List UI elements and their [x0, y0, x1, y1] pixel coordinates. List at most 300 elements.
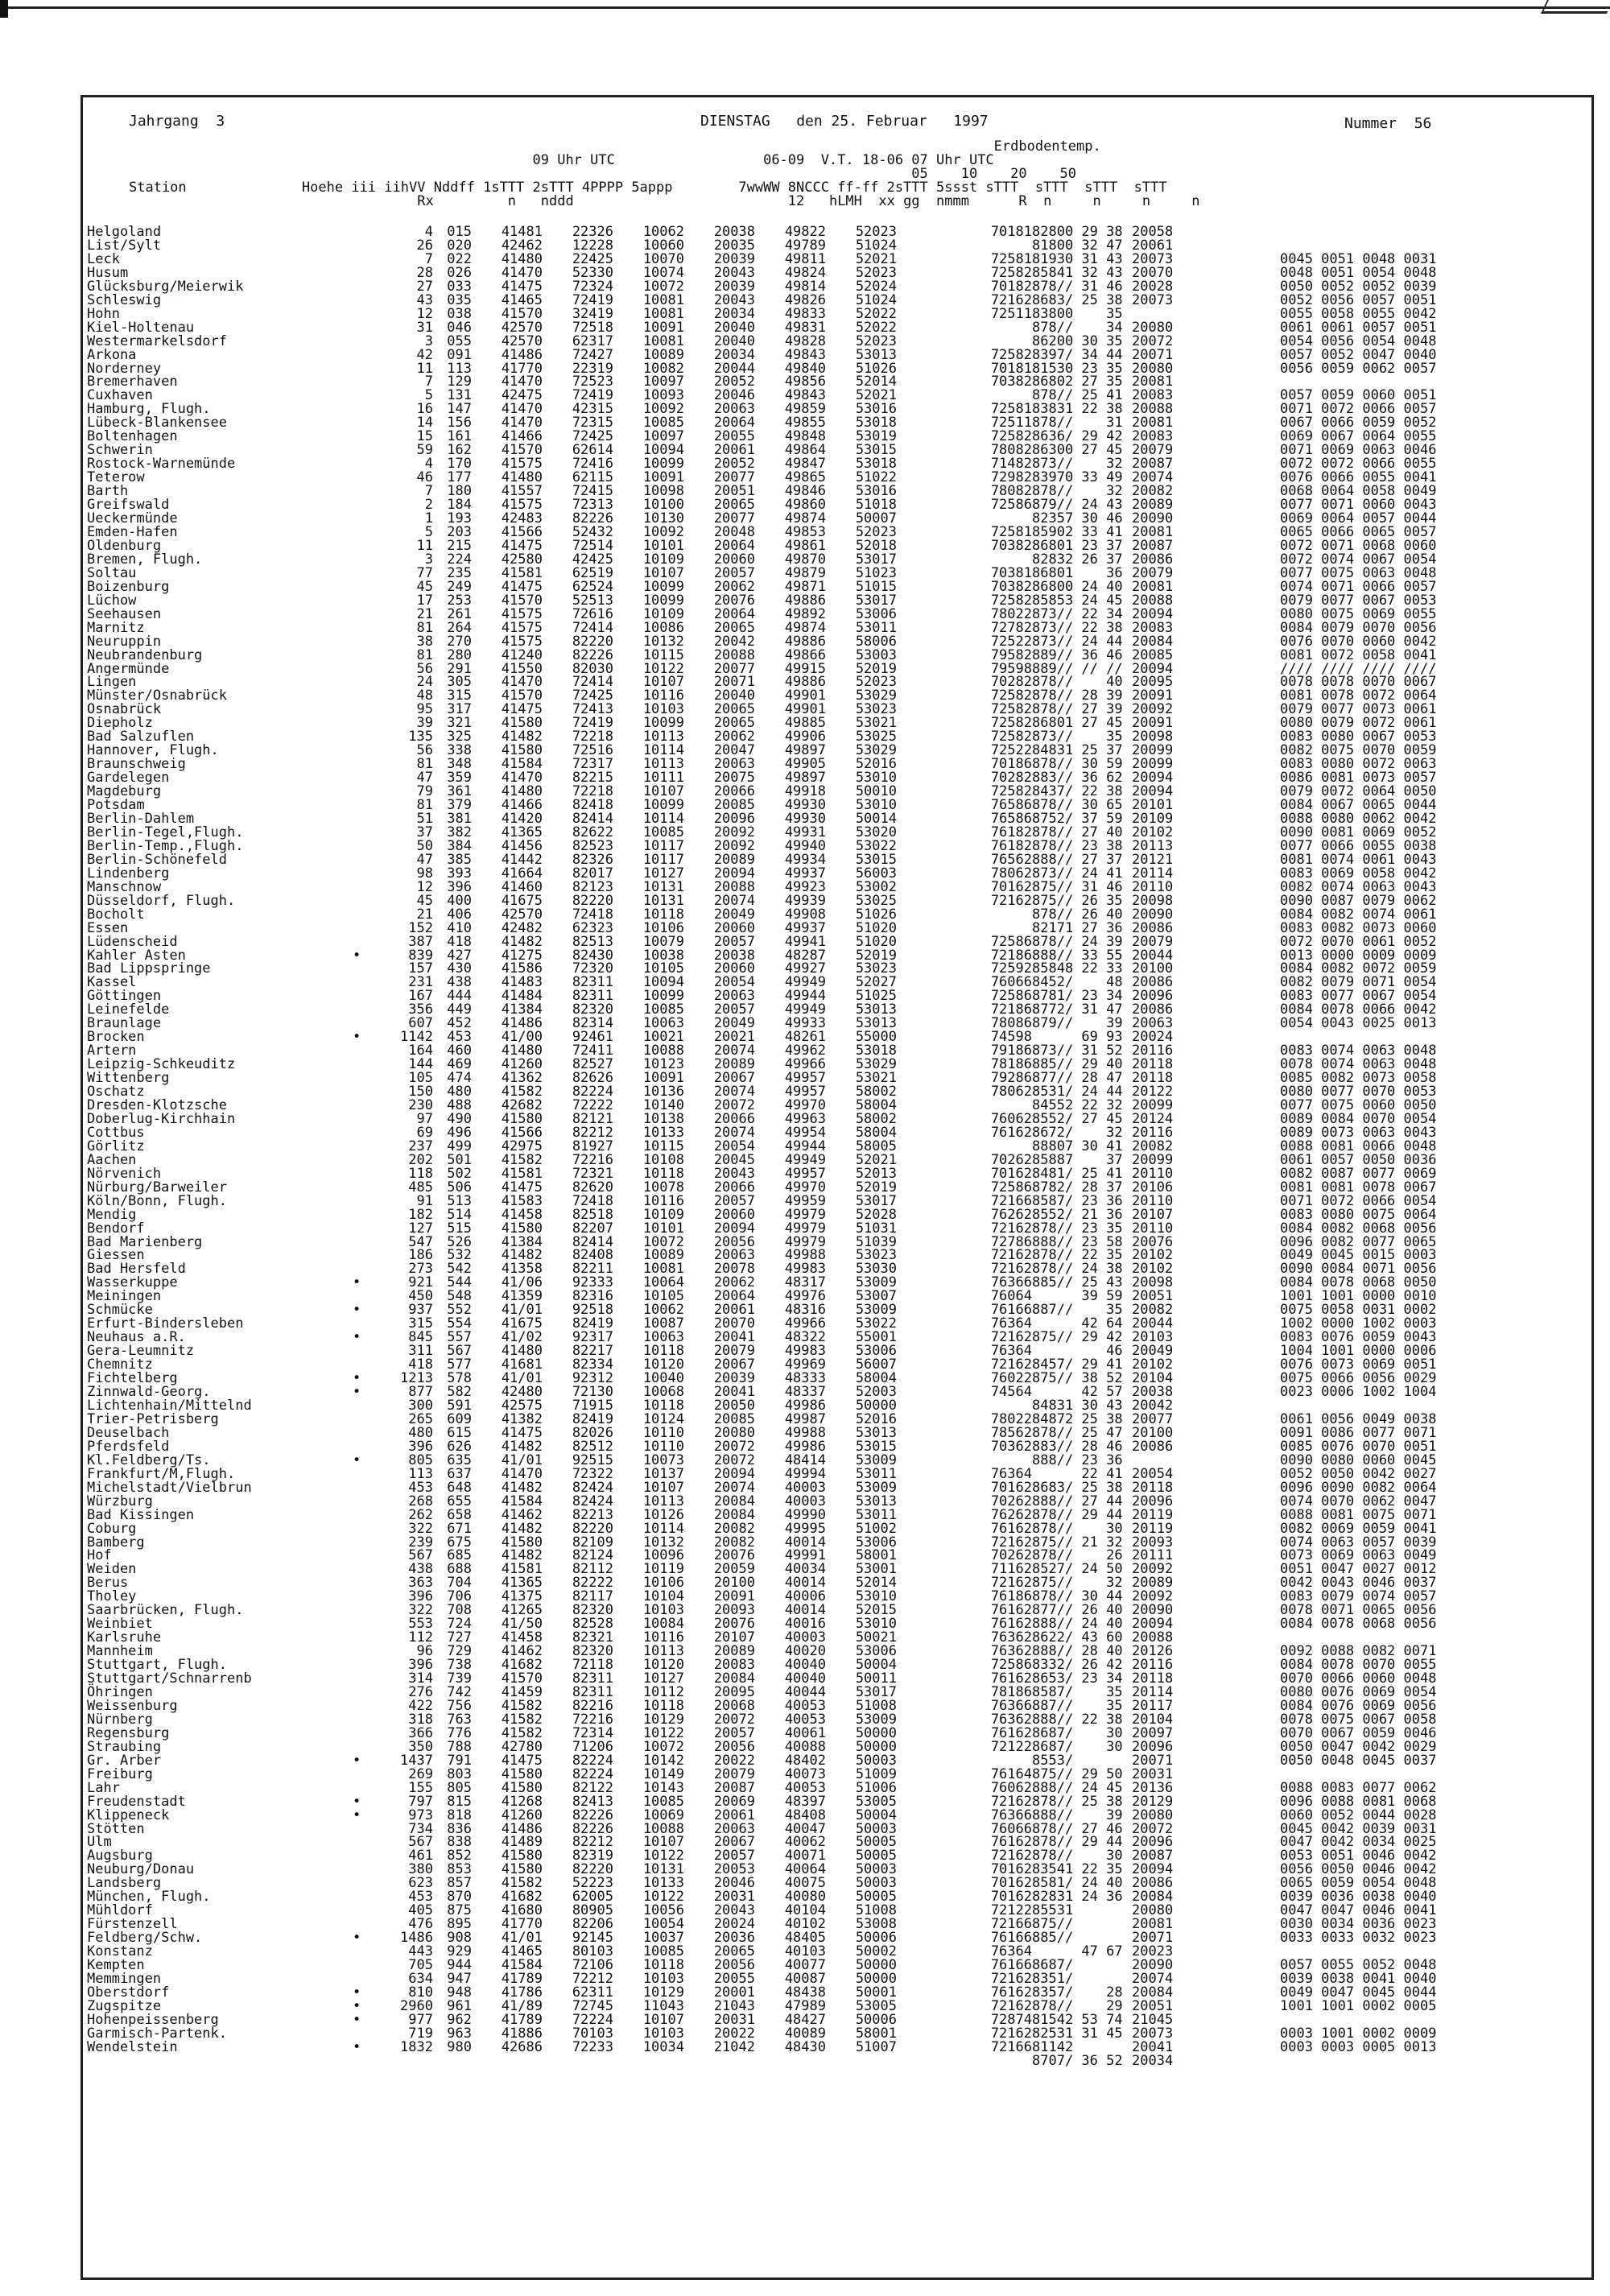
group-4pppp: 49957 — [784, 1070, 826, 1087]
group-7wwww: 72162 — [990, 1357, 1032, 1373]
soil-temperatures: 0023 0006 1002 1004 — [1280, 1384, 1437, 1401]
group-5appp: 53009 — [855, 1452, 897, 1468]
group-7wwww: 70382 — [990, 578, 1032, 595]
station-name: Neuburg/Donau — [87, 1861, 195, 1878]
group-2sttt: 20076 — [713, 1616, 755, 1633]
group-7wwww: 76364 — [990, 1943, 1032, 1960]
hoehe: 269 — [408, 1765, 433, 1782]
station-id: 410 — [447, 919, 472, 936]
group-4pppp: 49959 — [784, 1192, 826, 1209]
column-gap — [897, 1058, 947, 1072]
column-gap — [897, 553, 947, 567]
hoehe: 2960 — [400, 1997, 433, 2014]
station-id: 724 — [447, 1616, 472, 1633]
group-2sttt: 20036 — [713, 1930, 755, 1947]
station-id: 818 — [447, 1807, 472, 1823]
observations-body — [87, 225, 1570, 2068]
group-2sttt: 20089 — [713, 851, 755, 868]
group-1sttt: 10122 — [642, 660, 684, 677]
group-7wwww: 72582 — [990, 688, 1032, 704]
group-nddff: 82311 — [572, 974, 613, 991]
group-7wwww: 76364 — [990, 1465, 1032, 1482]
group-iihvv: 41482 — [501, 1438, 543, 1455]
group-iihvv: 41475 — [501, 701, 543, 718]
group-iihvv: 41681 — [501, 1357, 543, 1373]
soil-temperatures: //// //// //// //// — [1280, 660, 1437, 677]
group-4pppp: 49930 — [784, 797, 826, 814]
station-name: Neubrandenburg — [87, 646, 203, 663]
group-1sttt: 10118 — [642, 1957, 684, 1974]
group-4pppp: 49969 — [784, 1357, 826, 1373]
station-id: 615 — [447, 1424, 472, 1441]
station-name: Wendelstein — [87, 2038, 178, 2055]
group-1sttt: 10092 — [642, 401, 684, 418]
group-1sttt: 10101 — [642, 1220, 684, 1237]
hoehe: 27 — [416, 278, 433, 295]
group-nddff: 72427 — [572, 346, 613, 363]
hoehe: 314 — [408, 1670, 433, 1687]
group-iihvv: 41240 — [501, 646, 543, 663]
soil-temperatures: 0057 0052 0047 0040 — [1280, 346, 1437, 363]
table-row — [87, 1522, 1570, 1536]
group-5appp: 53023 — [855, 960, 897, 977]
group-2sttt: 20062 — [713, 729, 755, 745]
mountain-marker — [353, 663, 383, 676]
group-iihvv: 41581 — [501, 1165, 543, 1182]
table-row — [87, 349, 1570, 362]
station-name: Oschatz — [87, 1084, 145, 1101]
mountain-marker — [353, 594, 383, 608]
hoehe: 26 — [416, 237, 433, 254]
hoehe: 28 — [416, 264, 433, 281]
group-4pppp: 40053 — [784, 1779, 826, 1796]
group-iihvv: 41465 — [501, 291, 543, 308]
column-gap — [897, 1481, 947, 1495]
soil-temperatures: 0081 0072 0058 0041 — [1280, 646, 1437, 663]
group-1sttt: 10073 — [642, 1452, 684, 1468]
group-8nccc-ff: 8531/ 24 44 — [1032, 1084, 1123, 1101]
soil-temperatures: 0090 0081 0069 0052 — [1280, 824, 1437, 840]
group-iihvv: 41550 — [501, 660, 543, 677]
mountain-marker — [353, 1044, 383, 1058]
group-4pppp: 49957 — [784, 1084, 826, 1101]
station-id: 805 — [447, 1779, 472, 1796]
station-id: 582 — [447, 1384, 472, 1401]
column-header-line-5: Rx n nddd 12 hLMH xx gg nmmm R n n n n — [129, 193, 1200, 209]
column-gap — [897, 703, 947, 716]
hoehe: 438 — [408, 1561, 433, 1578]
group-1sttt: 10091 — [642, 319, 684, 336]
station-name: Boltenhagen — [87, 428, 178, 445]
group-iihvv: 41580 — [501, 1534, 543, 1551]
group-5appp: 53006 — [855, 1534, 897, 1551]
mountain-marker: • — [353, 1752, 361, 1769]
station-name: Kempten — [87, 1957, 145, 1974]
hoehe: 39 — [416, 715, 433, 732]
group-5appp: 52003 — [855, 1384, 897, 1401]
group-1sttt: 10081 — [642, 332, 684, 349]
group-7wwww: 72162 — [990, 1261, 1032, 1278]
station-name: Weissenburg — [87, 1697, 178, 1714]
group-8nccc-ff: 873// 35 — [1032, 729, 1123, 745]
group-7wwww: 78082 — [990, 442, 1032, 459]
group-1sttt: 10132 — [642, 1534, 684, 1551]
group-2sttt: 20084 — [713, 1506, 755, 1523]
group-iihvv: 41442 — [501, 851, 543, 868]
hoehe: 839 — [408, 947, 433, 964]
group-2sttt-night: 20074 — [1132, 469, 1174, 486]
group-8nccc-ff: 81930 31 43 — [1032, 250, 1123, 267]
group-4pppp: 49927 — [784, 960, 826, 977]
station-name: Angermünde — [87, 660, 170, 677]
group-2sttt-night: 20099 — [1132, 756, 1174, 773]
group-7wwww: 72581 — [990, 523, 1032, 540]
group-2sttt: 20085 — [713, 797, 755, 814]
column-gap — [897, 485, 947, 498]
hoehe: 47 — [416, 770, 433, 787]
group-4pppp: 49944 — [784, 988, 826, 1005]
hoehe: 42 — [416, 346, 433, 363]
group-4pppp: 49848 — [784, 428, 826, 445]
group-1sttt: 10094 — [642, 974, 684, 991]
group-iihvv: 41260 — [501, 1807, 543, 1823]
column-gap — [897, 294, 947, 308]
group-nddff: 82314 — [572, 1015, 613, 1032]
station-id: 113 — [447, 360, 472, 377]
group-4pppp: 49874 — [784, 510, 826, 527]
group-2sttt: 21043 — [713, 1997, 755, 2014]
group-1sttt: 10124 — [642, 1410, 684, 1427]
station-id: 026 — [447, 264, 472, 281]
group-2sttt-night: 20042 — [1132, 1397, 1174, 1414]
group-4pppp: 49865 — [784, 469, 826, 486]
hoehe: 4 — [424, 456, 433, 473]
group-4pppp: 49811 — [784, 250, 826, 267]
group-iihvv: 42780 — [501, 1738, 543, 1755]
column-gap — [897, 621, 947, 635]
group-2sttt-night: 20083 — [1132, 428, 1174, 445]
group-nddff: 82326 — [572, 851, 613, 868]
column-header-line-4: Station Hoehe iii iihVV Nddff 1sTTT 2sTTT 4PPPP 5appp 7wwWW 8NCCC ff-ff 2sTTT 5ssst sTTT sTTT sTTT sTTT — [129, 180, 1167, 196]
group-2sttt-night: 20110 — [1132, 1192, 1174, 1209]
group-2sttt-night: 20080 — [1132, 360, 1174, 377]
group-4pppp: 49864 — [784, 442, 826, 459]
soil-temperatures: 0072 0074 0067 0054 — [1280, 551, 1437, 568]
group-2sttt: 20084 — [713, 1493, 755, 1509]
group-7wwww: 72582 — [990, 783, 1032, 800]
group-1sttt: 10081 — [642, 291, 684, 308]
group-4pppp: 40064 — [784, 1861, 826, 1878]
column-gap — [897, 1509, 947, 1522]
group-8nccc-ff: 875// 31 46 — [1032, 878, 1123, 895]
group-2sttt-night: 21045 — [1132, 2011, 1174, 2028]
group-8nccc-ff: 878// 31 — [1032, 415, 1123, 432]
group-2sttt-night: 20072 — [1132, 332, 1174, 349]
group-8nccc-ff: 878// 23 38 — [1032, 837, 1123, 854]
mountain-marker — [353, 526, 383, 539]
group-7wwww: 72582 — [990, 729, 1032, 745]
group-1sttt: 10097 — [642, 374, 684, 390]
mountain-marker: • — [353, 1384, 361, 1401]
hoehe: 734 — [408, 1820, 433, 1837]
group-4pppp: 49853 — [784, 523, 826, 540]
group-8nccc-ff: 878// 25 47 — [1032, 1424, 1123, 1441]
group-7wwww: 76022 — [990, 1370, 1032, 1387]
group-5appp: 52019 — [855, 660, 897, 677]
group-8nccc-ff: 8581/ 24 40 — [1032, 1875, 1123, 1892]
group-2sttt: 20061 — [713, 442, 755, 459]
column-gap — [897, 989, 947, 1003]
group-5appp: 53013 — [855, 1424, 897, 1441]
group-7wwww: 76362 — [990, 1643, 1032, 1660]
station-id: 852 — [447, 1848, 472, 1864]
hoehe: 797 — [408, 1793, 433, 1810]
group-nddff: 92461 — [572, 1029, 613, 1046]
column-gap — [897, 539, 947, 553]
hoehe: 11 — [416, 537, 433, 554]
group-2sttt-night: 20100 — [1132, 960, 1174, 977]
soil-temperatures: 0077 0071 0060 0043 — [1280, 497, 1437, 514]
group-2sttt-night: 20024 — [1132, 1029, 1174, 1046]
column-gap — [897, 675, 947, 689]
group-1sttt: 10129 — [642, 1711, 684, 1728]
group-iihvv: 41486 — [501, 1820, 543, 1837]
group-2sttt: 20066 — [713, 1179, 755, 1195]
mountain-marker — [353, 1823, 383, 1836]
group-8nccc-ff: 878// 31 46 — [1032, 278, 1123, 295]
station-id: 249 — [447, 578, 472, 595]
group-2sttt-night: 20118 — [1132, 1056, 1174, 1073]
station-name: Bad Marienberg — [87, 1233, 203, 1250]
hoehe: 418 — [408, 1357, 433, 1373]
hoehe: 202 — [408, 1151, 433, 1168]
issue-number: Nummer 56 — [1344, 115, 1432, 132]
group-2sttt: 20060 — [713, 551, 755, 568]
station-id: 688 — [447, 1561, 472, 1578]
group-nddff: 82527 — [572, 1056, 613, 1073]
hoehe: 47 — [416, 851, 433, 868]
station-name: Neuruppin — [87, 633, 162, 650]
column-gap — [897, 867, 947, 881]
group-1sttt: 10099 — [642, 797, 684, 814]
group-8nccc-ff: 8397/ 34 44 — [1032, 346, 1123, 363]
group-nddff: 72106 — [572, 1957, 613, 1974]
station-id: 384 — [447, 837, 472, 854]
hoehe: 81 — [416, 797, 433, 814]
mountain-marker — [353, 471, 383, 485]
group-2sttt: 20088 — [713, 646, 755, 663]
group-1sttt: 10093 — [642, 387, 684, 404]
station-id: 305 — [447, 674, 472, 691]
column-gap — [897, 498, 947, 512]
group-2sttt: 20077 — [713, 660, 755, 677]
group-iihvv: 41582 — [501, 1084, 543, 1101]
hoehe: 1 — [424, 510, 433, 527]
column-gap — [897, 1809, 947, 1823]
column-gap — [897, 239, 947, 253]
hoehe: 21 — [416, 906, 433, 923]
group-8nccc-ff: 86801 36 — [1032, 564, 1123, 581]
group-2sttt-night: 20086 — [1132, 1001, 1174, 1018]
group-2sttt: 20065 — [713, 497, 755, 514]
mountain-marker: • — [353, 2038, 361, 2055]
group-5appp: 51007 — [855, 2038, 897, 2055]
column-gap — [897, 799, 947, 812]
soil-temperatures: 0084 0078 0068 0050 — [1280, 1274, 1437, 1291]
hoehe: 69 — [416, 1124, 433, 1141]
group-nddff: 72321 — [572, 1165, 613, 1182]
group-nddff: 82226 — [572, 1807, 613, 1823]
group-2sttt-night: 20103 — [1132, 1329, 1174, 1346]
group-2sttt: 20048 — [713, 523, 755, 540]
soil-temperatures: 0033 0033 0032 0023 — [1280, 1930, 1437, 1947]
group-8nccc-ff: 8707/ 36 52 — [1032, 2052, 1123, 2069]
group-8nccc-ff: 8437/ 22 38 — [1032, 783, 1123, 800]
group-4pppp: 49986 — [784, 1397, 826, 1414]
station-id: 091 — [447, 346, 472, 363]
group-1sttt: 10088 — [642, 1820, 684, 1837]
mountain-marker — [353, 1672, 383, 1686]
group-2sttt-night: 20072 — [1132, 1820, 1174, 1837]
column-gap — [897, 1617, 947, 1631]
group-2sttt: 20053 — [713, 1861, 755, 1878]
group-4pppp: 40102 — [784, 1916, 826, 1933]
group-7wwww: 78022 — [990, 605, 1032, 622]
group-4pppp: 49908 — [784, 906, 826, 923]
group-8nccc-ff: 888// 33 55 — [1032, 947, 1123, 964]
hoehe: 96 — [416, 1643, 433, 1660]
group-8nccc-ff: 878// 30 59 — [1032, 756, 1123, 773]
station-id: 739 — [447, 1670, 472, 1687]
group-nddff: 62317 — [572, 332, 613, 349]
group-2sttt-night: 20111 — [1132, 1547, 1174, 1564]
group-nddff: 72425 — [572, 428, 613, 445]
group-5appp: 53023 — [855, 701, 897, 718]
group-7wwww: 72511 — [990, 415, 1032, 432]
group-2sttt-night: 20116 — [1132, 1657, 1174, 1674]
group-2sttt-night: 20104 — [1132, 1711, 1174, 1728]
group-1sttt: 10143 — [642, 1779, 684, 1796]
hoehe: 56 — [416, 742, 433, 759]
station-id: 015 — [447, 224, 472, 240]
column-gap — [897, 1699, 947, 1713]
group-8nccc-ff: 8687/ 30 — [1032, 1724, 1123, 1741]
soil-temperatures: 0091 0086 0077 0071 — [1280, 1424, 1437, 1441]
station-id: 452 — [447, 1015, 472, 1032]
group-8nccc-ff: 8457/ 29 41 — [1032, 1357, 1123, 1373]
hoehe: 135 — [408, 729, 433, 745]
group-8nccc-ff: 8683/ 25 38 — [1032, 291, 1123, 308]
soil-temperatures: 0084 0079 0070 0056 — [1280, 619, 1437, 636]
group-2sttt-night: 20082 — [1132, 1138, 1174, 1154]
group-4pppp: 40089 — [784, 2025, 826, 2042]
station-id: 177 — [447, 469, 472, 486]
group-2sttt: 20079 — [713, 1343, 755, 1360]
mountain-marker — [353, 457, 383, 471]
station-id: 637 — [447, 1465, 472, 1482]
group-7wwww: 70182 — [990, 278, 1032, 295]
group-5appp: 53029 — [855, 742, 897, 759]
group-1sttt: 10078 — [642, 1179, 684, 1195]
station-id: 161 — [447, 428, 472, 445]
group-2sttt-night: 20086 — [1132, 919, 1174, 936]
group-1sttt: 10101 — [642, 537, 684, 554]
group-7wwww — [947, 321, 1032, 335]
group-7wwww: 76262 — [990, 1506, 1032, 1523]
group-4pppp: 49970 — [784, 1179, 826, 1195]
group-1sttt: 10109 — [642, 605, 684, 622]
group-iihvv: 41480 — [501, 1043, 543, 1059]
group-2sttt: 20076 — [713, 1547, 755, 1564]
soil-temperatures: 0080 0079 0072 0061 — [1280, 715, 1437, 732]
group-iihvv: 41789 — [501, 2011, 543, 2028]
group-iihvv: 41484 — [501, 988, 543, 1005]
station-name: Mendig — [87, 1206, 137, 1223]
group-5appp: 53025 — [855, 729, 897, 745]
station-name: Bad Salzuflen — [87, 729, 195, 745]
group-8nccc-ff: 8357/ 28 — [1032, 1984, 1123, 2001]
station-id: 776 — [447, 1724, 472, 1741]
group-5appp: 50001 — [855, 1984, 897, 2001]
hoehe: 51 — [416, 810, 433, 827]
group-1sttt: 10072 — [642, 278, 684, 295]
group-8nccc-ff: 8772/ 31 47 — [1032, 1001, 1123, 1018]
group-4pppp: 40104 — [784, 1902, 826, 1919]
station-id: 393 — [447, 865, 472, 882]
group-2sttt-night: 20090 — [1132, 906, 1174, 923]
column-gap — [897, 594, 947, 608]
group-5appp: 50004 — [855, 1657, 897, 1674]
station-id: 418 — [447, 933, 472, 950]
date-label: DIENSTAG den 25. Februar 1997 — [700, 113, 989, 130]
soil-temperatures: 0051 0047 0027 0012 — [1280, 1561, 1437, 1578]
group-7wwww: 71482 — [990, 456, 1032, 473]
column-gap — [897, 1741, 947, 1754]
hoehe: 113 — [408, 1465, 433, 1482]
hoehe: 11 — [416, 360, 433, 377]
group-1sttt: 10118 — [642, 906, 684, 923]
group-7wwww: 78062 — [990, 1084, 1032, 1101]
hoehe: 547 — [408, 1233, 433, 1250]
group-nddff: 82512 — [572, 1438, 613, 1455]
group-2sttt-night: 20094 — [1132, 770, 1174, 787]
station-id: 215 — [447, 537, 472, 554]
page-corner-mark — [0, 0, 8, 18]
station-id: 514 — [447, 1206, 472, 1223]
group-2sttt-night: 20071 — [1132, 346, 1174, 363]
station-name: Stuttgart/Schnarrenb — [87, 1670, 252, 1687]
station-id: 385 — [447, 851, 472, 868]
group-4pppp: 49988 — [784, 1247, 826, 1264]
group-1sttt: 10108 — [642, 1151, 684, 1168]
hoehe: 805 — [408, 1452, 433, 1468]
group-1sttt: 10091 — [642, 469, 684, 486]
station-id: 338 — [447, 742, 472, 759]
mountain-marker — [353, 1140, 383, 1154]
mountain-marker — [353, 853, 383, 867]
group-8nccc-ff: 877// 26 40 — [1032, 1602, 1123, 1619]
group-4pppp: 49966 — [784, 1315, 826, 1332]
column-gap — [897, 567, 947, 580]
group-iihvv: 41460 — [501, 878, 543, 895]
group-iihvv — [472, 2054, 543, 2068]
hoehe: 48 — [416, 688, 433, 704]
station-name: Bad Lippspringe — [87, 960, 211, 977]
group-2sttt: 20078 — [713, 1261, 755, 1278]
station-name: Ulm — [87, 1834, 112, 1851]
group-1sttt: 10123 — [642, 1056, 684, 1073]
soil-temperatures — [1280, 2054, 1570, 2068]
